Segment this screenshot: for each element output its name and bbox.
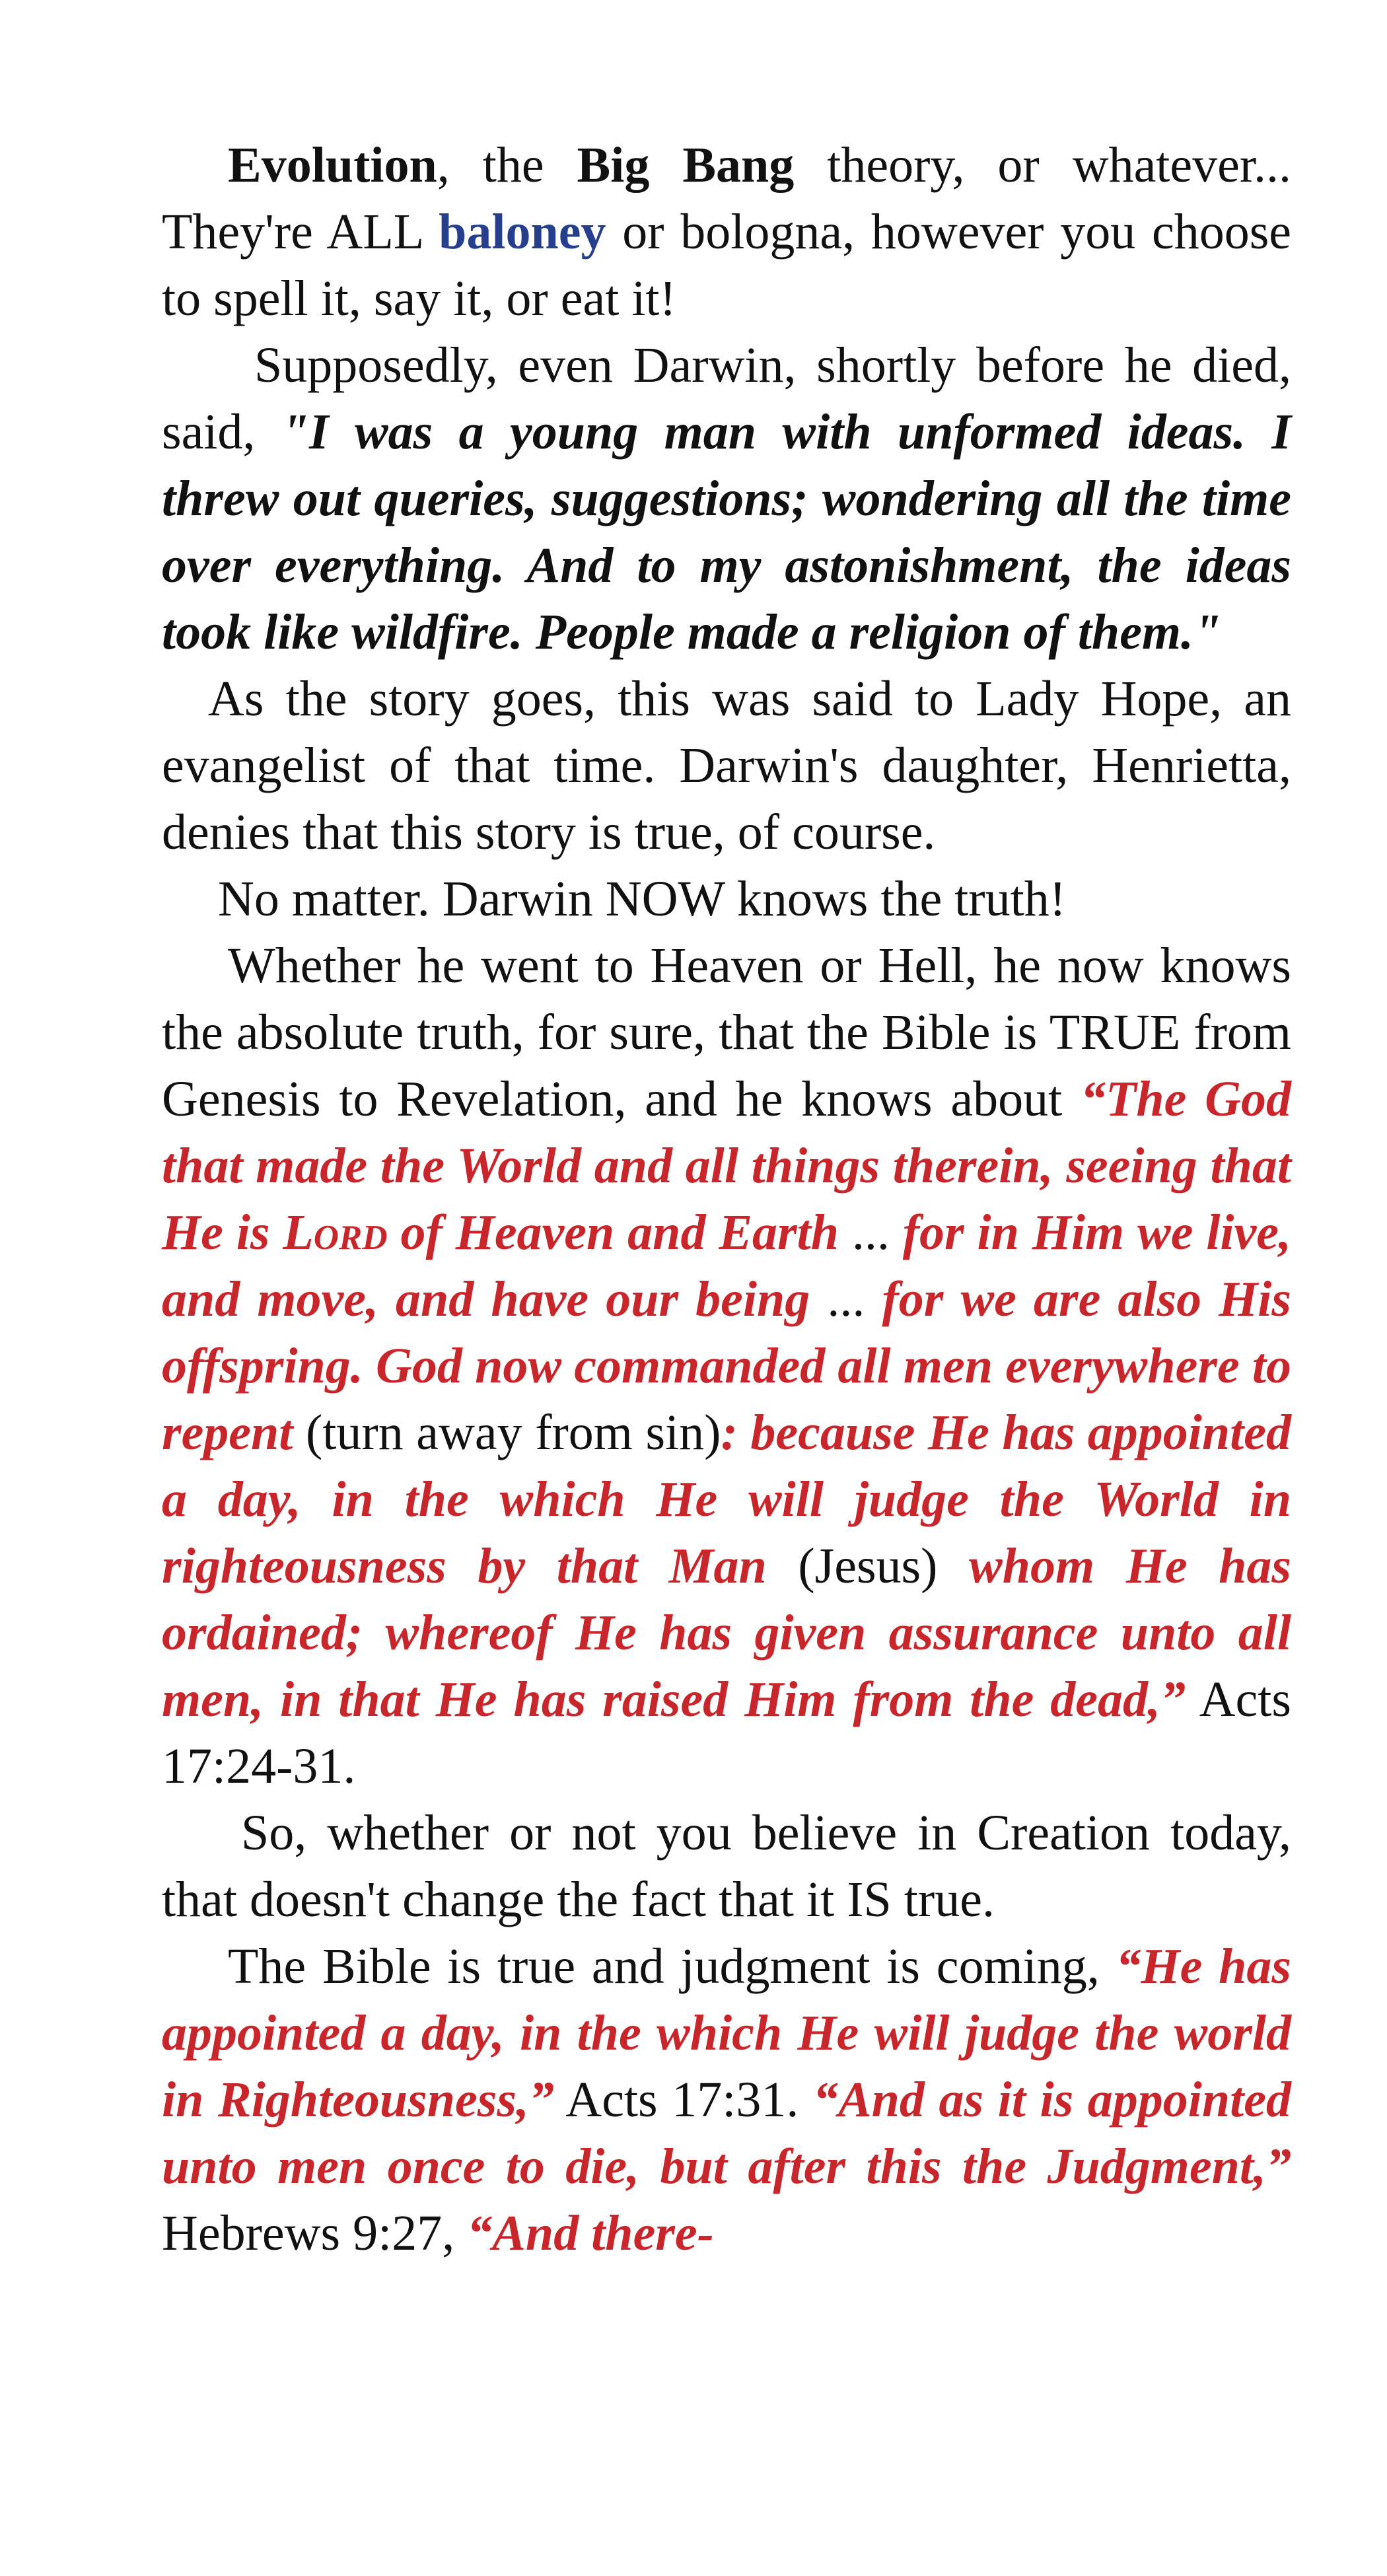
text-span: Whether he went to Heaven or Hell, he now knows the absolute truth, for sure, that the Bible is TRUE from Genesis to Revelation, and he knows about [162,938,1291,1127]
document-page [162,132,1291,2267]
ellipsis: ... [810,1271,882,1327]
darwin-quote: "I was a young man with unformed ideas. I threw out queries, suggestions; wondering all the time over everything. And to my astonishment, the ideas took like wildfire. People made a religion of them." [162,404,1291,660]
scripture-quote: “The God that made the World and all things therein, seeing that He is L [162,1071,1291,1260]
paragraph-creation [162,1800,1291,1933]
paragraph-lady-hope [162,666,1291,866]
scripture-quote-smallcaps: ord [313,1205,388,1260]
scripture-quote: : because He has appointed a day, in the which He will judge the World in righteousness by that Man [162,1405,1291,1594]
text-span: As the story goes, this was said to Lady Hope, an evangelist of that time. Darwin's daughter, Henrietta, denies that this story is true, of course. [162,671,1291,860]
scripture-quote: for we are also His offspring. God now commanded all men everywhere to repent [162,1271,1292,1460]
scripture-quote: “And there- [467,2205,714,2261]
text-span: Supposedly, even Darwin, shortly before he died, said, [162,338,1291,460]
ellipsis: ... [838,1205,903,1260]
scripture-quote: of Heaven and Earth [387,1205,839,1260]
paragraph-darwin-quote [162,332,1291,666]
term-evolution: Evolution [228,137,437,193]
scripture-reference: Hebrews 9:27, [162,2205,468,2261]
text-span: , the [437,137,577,193]
scripture-quote: whom He has ordained; whereof He has given assurance unto all men, in that He has raised Him from the dead,” [162,1538,1291,1727]
paragraph-evolution [162,132,1291,332]
text-span: theory, or whatever... They're ALL [162,137,1292,260]
paragraph-judgment [162,1933,1291,2267]
scripture-quote: “And as it is appointed unto men once to die, but after this the Judgment,” [162,2072,1292,2194]
text-span: (Jesus) [766,1538,970,1594]
scripture-reference: Acts 17:24-31. [162,1672,1291,1794]
scripture-quote: “He has appointed a day, in the which He will judge the world in Righteousness,” [162,1939,1291,2128]
text-span: (turn away from sin) [293,1405,721,1460]
paragraph-no-matter [162,866,1291,933]
scripture-reference: Acts 17:31. [553,2072,813,2128]
term-big-bang: Big Bang [577,137,795,193]
text-span: The Bible is true and judgment is coming, [228,1939,1116,1994]
text-span: or bologna, however you choose to spell it, say it, or eat it! [162,204,1291,326]
scripture-quote: for in Him we live, and move, and have our being [162,1205,1292,1327]
term-baloney: baloney [439,204,606,260]
paragraph-heaven-or-hell [162,933,1291,1800]
text-span: So, whether or not you believe in Creation today, that doesn't change the fact that it IS true. [162,1805,1291,1927]
text-span: No matter. Darwin NOW knows the truth! [218,871,1067,927]
